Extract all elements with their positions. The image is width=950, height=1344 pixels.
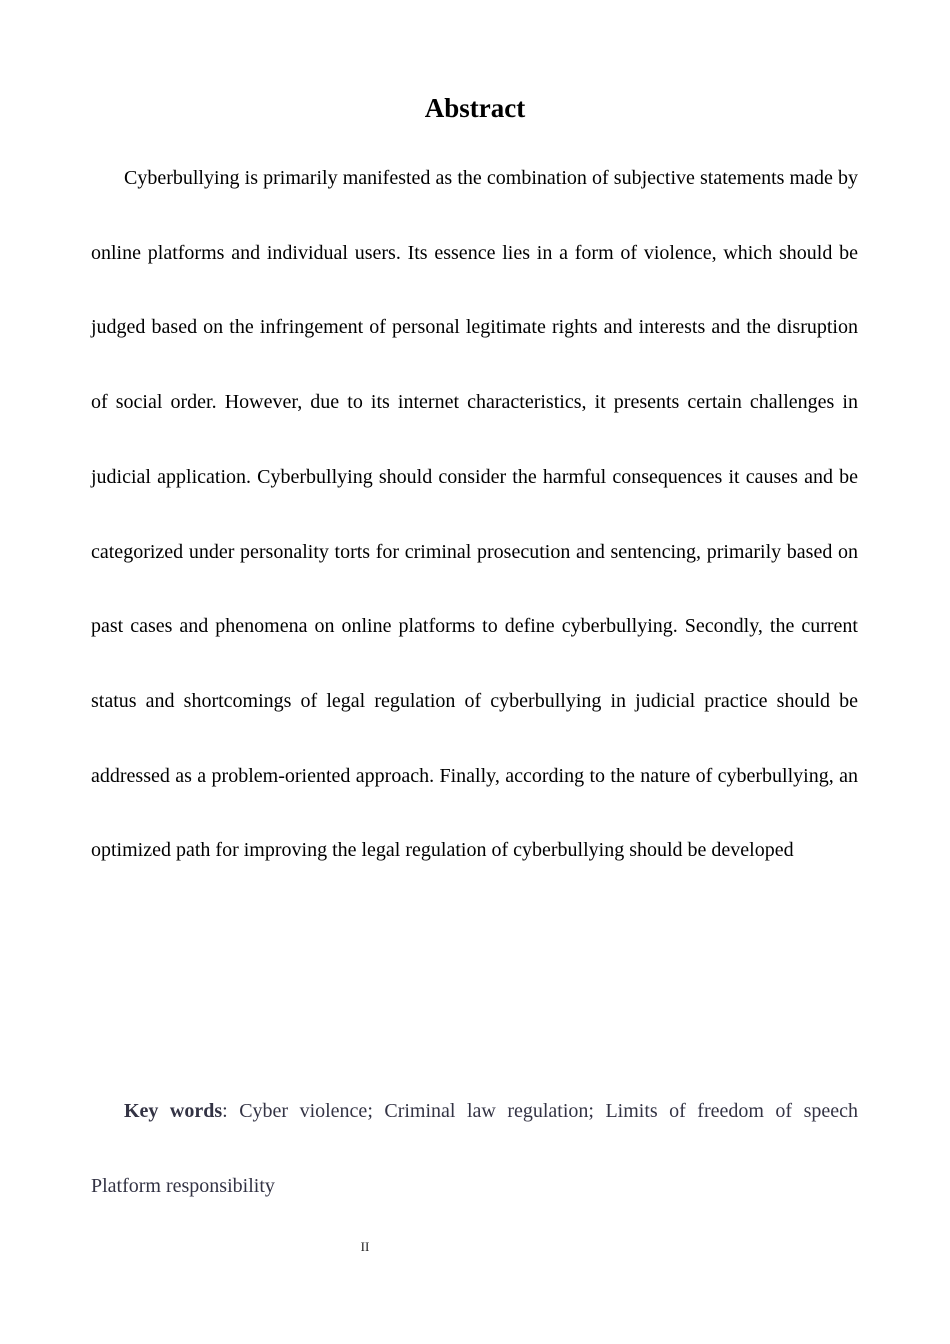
keywords-text: Cyber violence; Criminal law regulation; Limits of freedom of speech Platform responsibility [91,1100,858,1197]
page-number: II [360,1239,370,1254]
keywords-label: Key words [124,1100,223,1122]
abstract-body: Cyberbullying is primarily manifested as the combination of subjective statements made by online platforms and individual users. Its essence lies in a form of violence, which should be judged based on the infringement of personal legitimate rights and interests and the disruption of social order. However, due to its internet characteristics, it presents certain challenges in judicial application. Cyberbullying should consider the harmful consequences it causes and be categorized under personality torts for criminal prosecution and sentencing, primarily based on past cases and phenomena on online platforms to define cyberbullying. Secondly, the current status and shortcomings of legal regulation of cyberbullying in judicial practice should be addressed as a problem-oriented approach. Finally, according to the nature of cyberbullying, an optimized path for improving the legal regulation of cyberbullying should be developed [91,167,858,862]
keywords-paragraph [91,1074,858,1224]
keywords-separator: : [222,1100,240,1122]
abstract-title: Abstract [424,93,526,123]
